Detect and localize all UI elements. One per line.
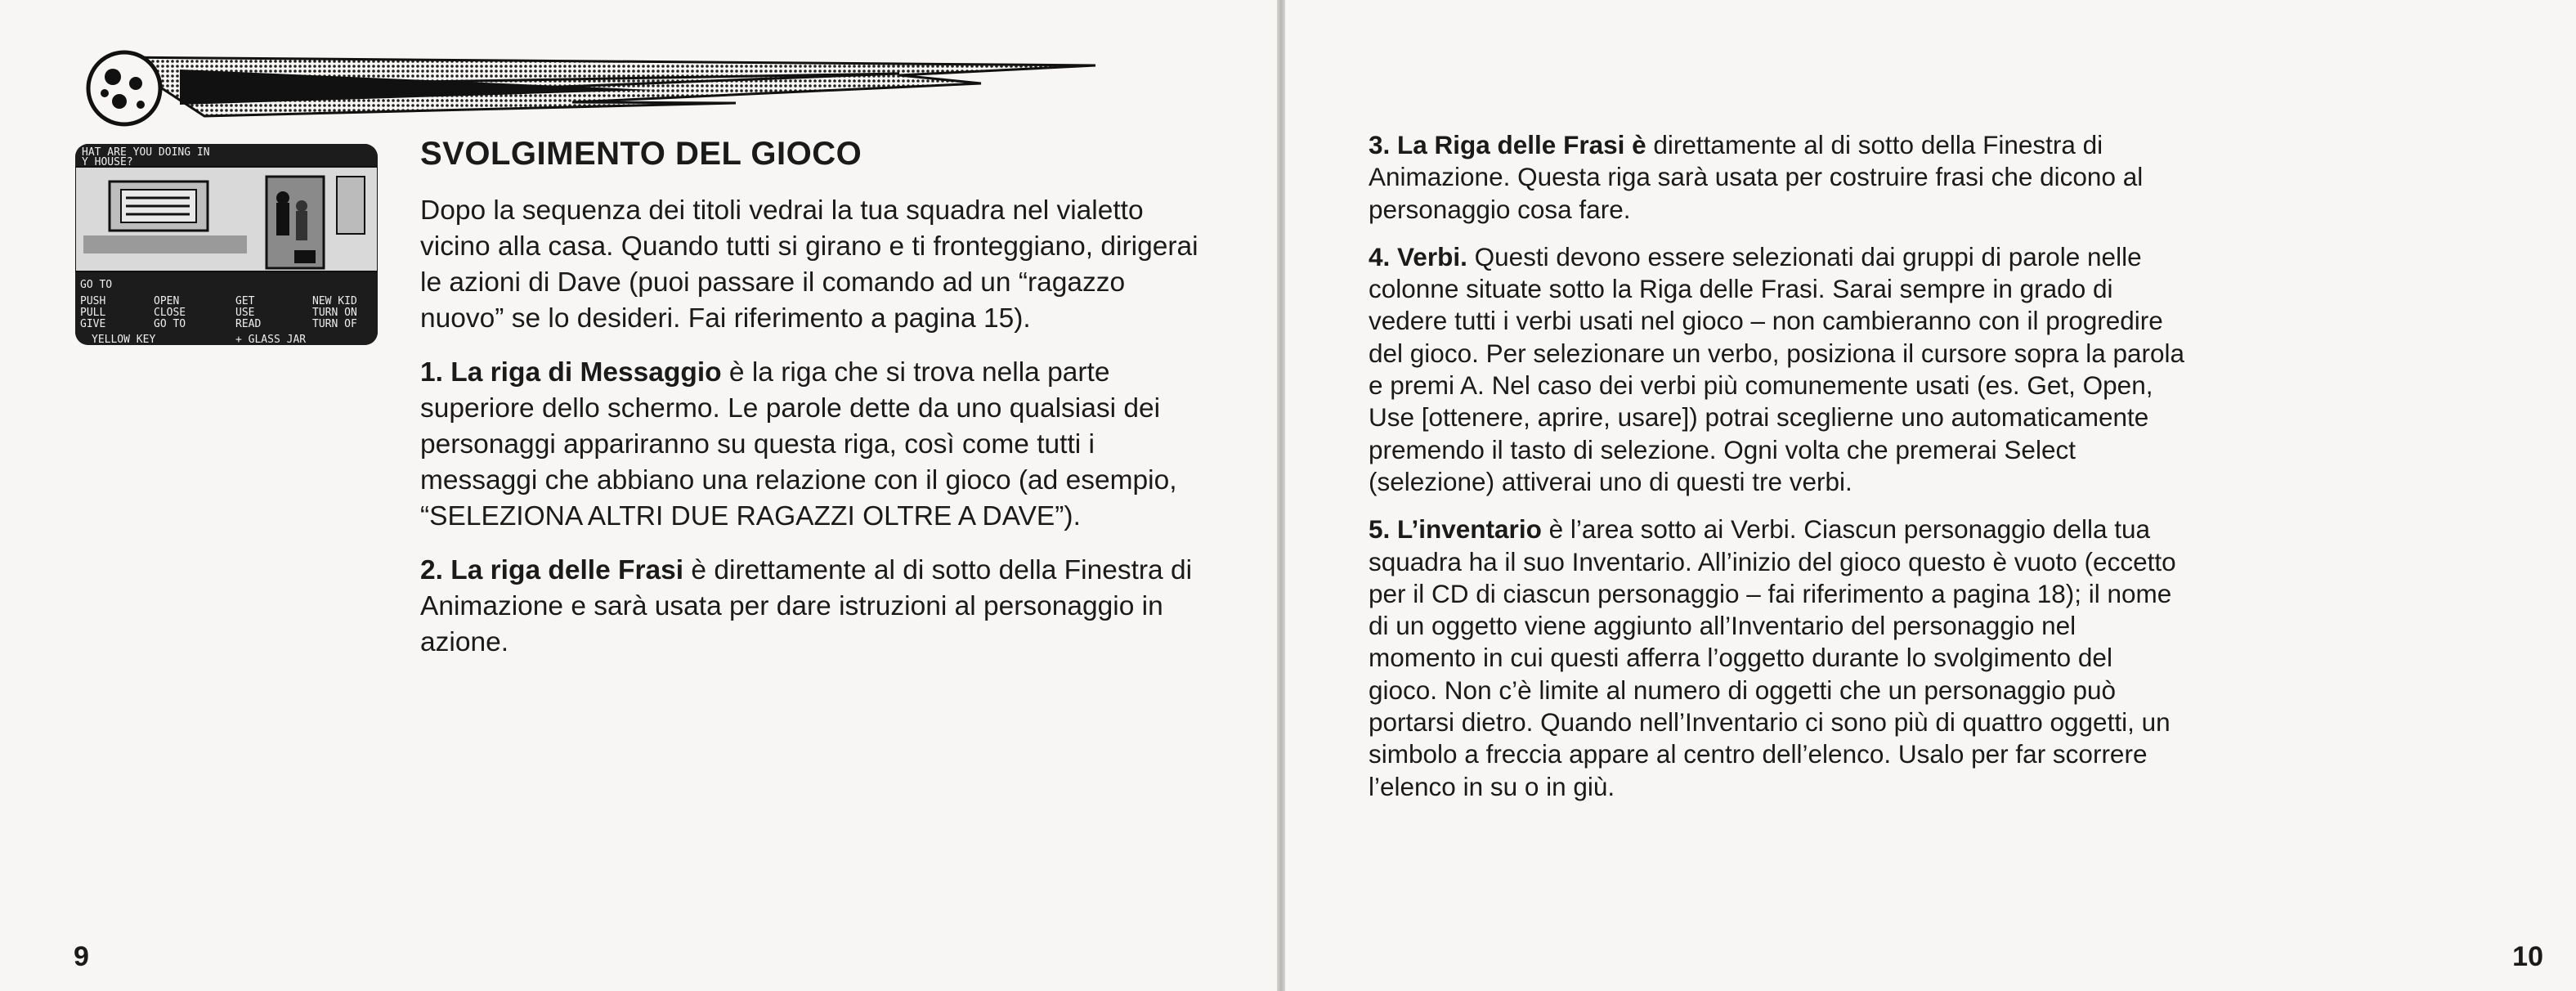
verb-push: PUSH <box>80 295 106 307</box>
verb-get: GET <box>235 295 255 307</box>
game-screen-image <box>75 144 378 345</box>
item-label: 1. La riga di Messaggio <box>420 357 722 388</box>
page-number: 10 <box>2512 941 2543 972</box>
verb-give: GIVE <box>80 318 106 330</box>
right-text-column <box>1369 129 2186 818</box>
right-page <box>1285 0 2576 991</box>
screen-message-line-2: Y HOUSE? <box>82 156 133 168</box>
inventory-item-2: + GLASS JAR <box>235 334 307 345</box>
item-text: direttamente al di sotto della Finestra di Animazione. Questa riga sarà usata per costruire frasi che dicono al personaggio cosa fare. <box>1369 130 2144 224</box>
item-text: è direttamente al di sotto della Finestra di Animazione e sarà usata per dare istruzioni al personaggio in azione. <box>420 555 1193 657</box>
verb-go-to-2: GO TO <box>154 318 186 330</box>
verb-turn-off: TURN OF <box>312 318 357 330</box>
game-screenshot <box>75 144 378 345</box>
screen-message-line: HAT ARE YOU DOING IN <box>82 146 210 159</box>
left-text-column <box>420 193 1205 679</box>
verb-use: USE <box>235 307 255 319</box>
item-text: è la riga che si trova nella parte superiore dello schermo. Le parole dette da uno qualsiasi dei personaggi appariranno su questa riga, così come tutti i messaggi che abbiano una relazione con il gioco (ad esempio, “SELEZIONA ALTRI DUE RAGAZZI OLTRE A DAVE”). <box>420 357 1177 531</box>
page-number: 9 <box>74 941 89 972</box>
book-gutter <box>1277 0 1285 991</box>
item-inventory <box>1369 513 2186 803</box>
item-label: 2. La riga delle Frasi <box>420 555 684 585</box>
item-sentence-line <box>1369 129 2186 226</box>
item-label: 3. La Riga delle Frasi è <box>1369 130 1646 159</box>
item-label: 4. Verbi. <box>1369 241 1467 271</box>
item-label: 5. L’inventario <box>1369 514 1542 545</box>
verb-turn-on: TURN ON <box>312 307 357 319</box>
verb-new-kid: NEW KID <box>312 295 357 307</box>
item-phrase-line <box>420 553 1205 661</box>
section-heading: SVOLGIMENTO DEL GIOCO <box>420 136 862 172</box>
verb-pull: PULL <box>80 307 106 319</box>
verb-go-to: GO TO <box>80 279 113 291</box>
item-verbs <box>1369 241 2186 498</box>
item-text: Questi devono essere selezionati dai gruppi di parole nelle colonne situate sotto la Riga delle Frasi. Sarai sempre in grado di vedere tutti i verbi usati nel gioco – non cambieranno con il progredire del gioco. Per selezionare un verbo, posiziona il cursore sopra la parola e premi A. Nel caso dei verbi più comunemente usati (es. Get, Open, Use [ottenere, aprire, usare]) potrai sceglierne uno automaticamente premendo il tasto di selezione. Ogni volta che premerai Select (selezione) attiverai uno di questi tre verbi. <box>1369 241 2185 496</box>
verb-read: READ <box>235 318 262 330</box>
verb-open: OPEN <box>154 295 180 307</box>
left-page <box>0 0 1277 991</box>
comet-icon <box>82 25 1104 139</box>
item-message-line <box>420 355 1205 535</box>
verb-close: CLOSE <box>154 307 186 319</box>
inventory-item-1: YELLOW KEY <box>92 334 156 345</box>
intro-paragraph: Dopo la sequenza dei titoli vedrai la tua squadra nel vialetto vicino alla casa. Quando tutti si girano e ti fronteggiano, dirigerai le azioni di Dave (puoi passare il comando ad un “ragazzo nuovo” se lo desideri. Fai riferimento a pagina 15). <box>420 195 1198 334</box>
item-text: è l’area sotto ai Verbi. Ciascun personaggio della tua squadra ha il suo Inventario. All’inizio del gioco questo è vuoto (eccetto per il CD di ciascun personaggio – fai riferimento a pagina 18); il nome di un oggetto viene aggiunto all’Inventario del personaggio nel momento in cui questi afferra l’oggetto durante lo svolgimento del gioco. Non c’è limite al numero di oggetti che un personaggio può portarsi dietro. Quando nell’Inventario ci sono più di quattro oggetti, un simbolo a freccia appare al centro dell’elenco. Usalo per far scorrere l’elenco in su o in giù. <box>1369 514 2176 801</box>
